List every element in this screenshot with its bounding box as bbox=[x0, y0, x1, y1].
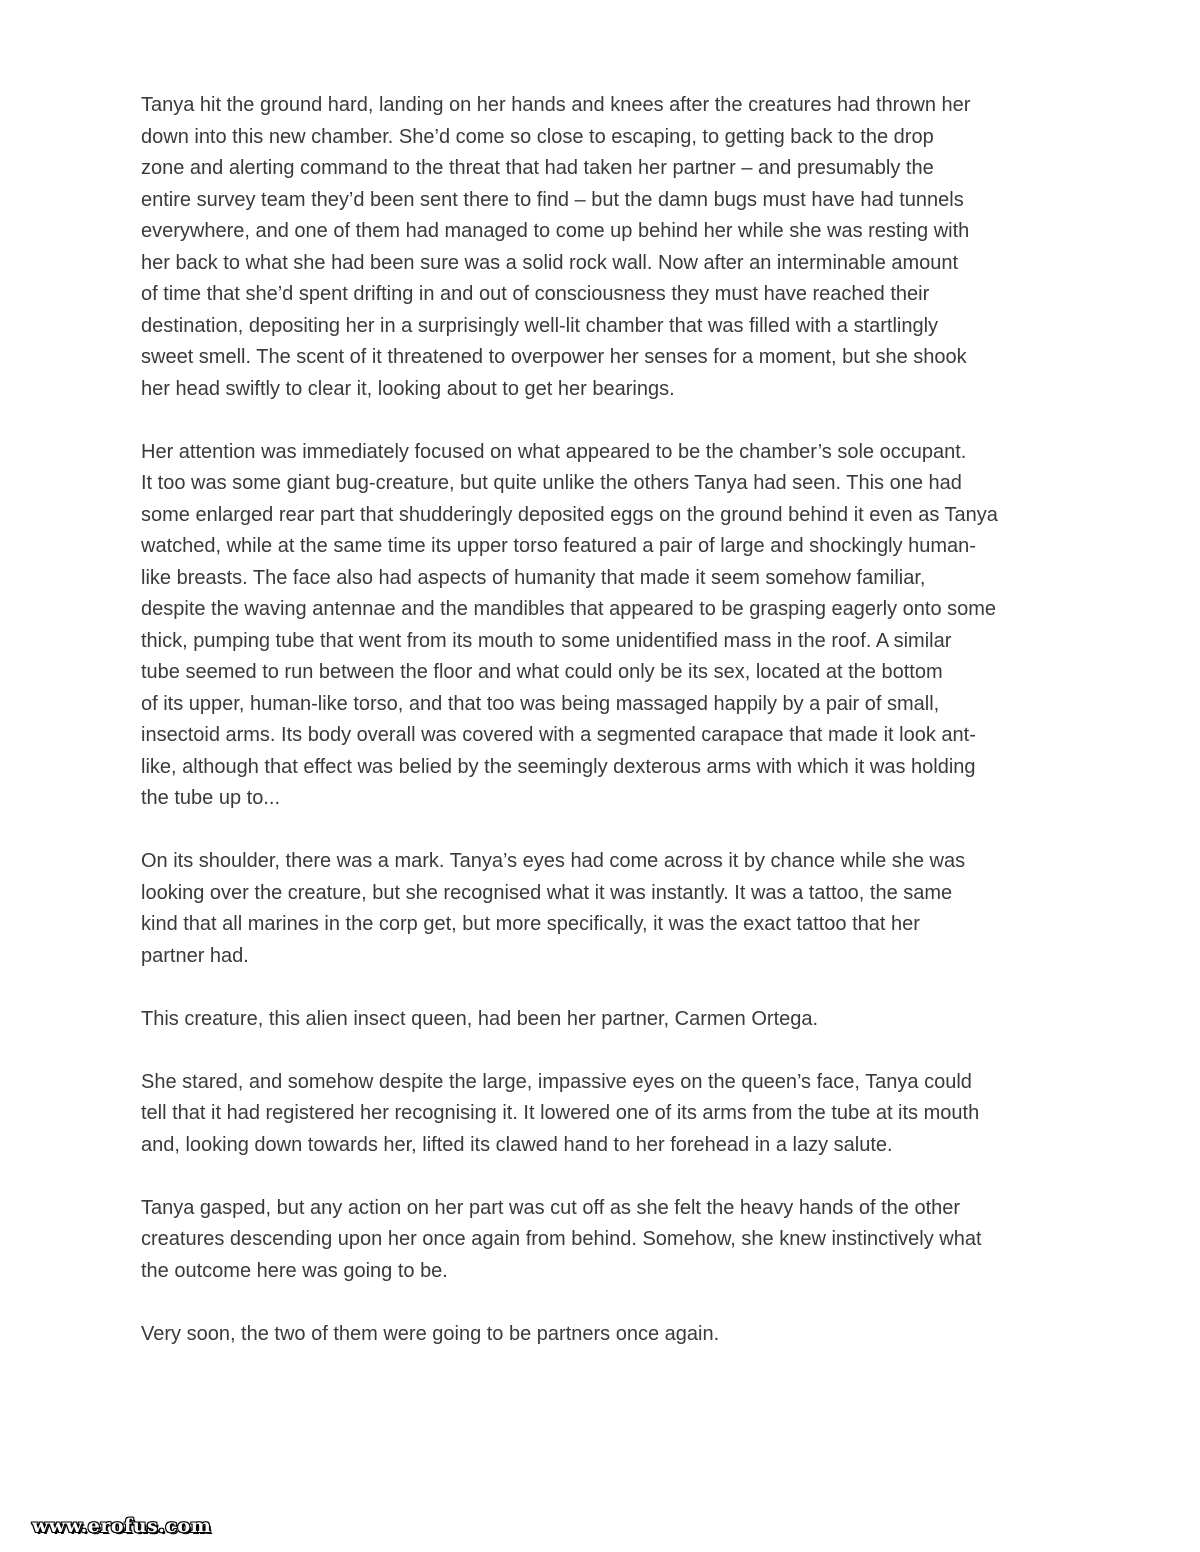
text-line: kind that all marines in the corp get, but more specifically, it was the exact tattoo that her bbox=[141, 913, 920, 935]
story-text bbox=[141, 90, 1071, 1350]
paragraph bbox=[141, 846, 1071, 972]
text-line: thick, pumping tube that went from its mouth to some unidentified mass in the roof. A similar bbox=[141, 629, 952, 652]
text-line: watched, while at the same time its upper torso featured a pair of large and shockingly human- bbox=[141, 535, 976, 557]
text-line: entire survey team they’d been sent there to find – but the damn bugs must have had tunnels bbox=[141, 188, 964, 211]
paragraph bbox=[141, 1193, 1071, 1288]
text-line: tube seemed to run between the floor and what could only be its sex, located at the bottom bbox=[141, 661, 943, 683]
text-line: looking over the creature, but she recognised what it was instantly. It was a tattoo, the same bbox=[141, 881, 953, 904]
text-line: Tanya gasped, but any action on her part was cut off as she felt the heavy hands of the other bbox=[141, 1196, 961, 1219]
text-line: the tube up to... bbox=[141, 787, 280, 809]
text-line: Very soon, the two of them were going to be partners once again. bbox=[141, 1322, 720, 1345]
text-line: her back to what she had been sure was a solid rock wall. Now after an interminable amount bbox=[141, 251, 959, 274]
paragraph bbox=[141, 1067, 1071, 1162]
text-line: some enlarged rear part that shudderingly deposited eggs on the ground behind it even as Tanya bbox=[141, 503, 998, 526]
text-line: Tanya hit the ground hard, landing on her hands and knees after the creatures had thrown her bbox=[141, 94, 971, 116]
text-line: everywhere, and one of them had managed to come up behind her while she was resting with bbox=[141, 220, 970, 242]
text-line: She stared, and somehow despite the large, impassive eyes on the queen’s face, Tanya could bbox=[141, 1070, 972, 1093]
text-line: zone and alerting command to the threat that had taken her partner – and presumably the bbox=[141, 157, 934, 179]
text-line: On its shoulder, there was a mark. Tanya’s eyes had come across it by chance while she was bbox=[141, 850, 966, 872]
text-line: Her attention was immediately focused on what appeared to be the chamber’s sole occupant. bbox=[141, 440, 967, 463]
text-line: down into this new chamber. She’d come so close to escaping, to getting back to the drop bbox=[141, 125, 934, 148]
text-line: of its upper, human-like torso, and that too was being massaged happily by a pair of small, bbox=[141, 692, 940, 715]
text-line: like, although that effect was belied by the seemingly dexterous arms with which it was holding bbox=[141, 755, 976, 778]
paragraph bbox=[141, 1319, 1071, 1351]
text-line: This creature, this alien insect queen, had been her partner, Carmen Ortega. bbox=[141, 1007, 819, 1030]
text-line: partner had. bbox=[141, 944, 249, 967]
text-line: her head swiftly to clear it, looking about to get her bearings. bbox=[141, 377, 675, 400]
text-line: like breasts. The face also had aspects of humanity that made it seem somehow familiar, bbox=[141, 566, 926, 589]
text-line: the outcome here was going to be. bbox=[141, 1259, 448, 1282]
text-line: creatures descending upon her once again from behind. Somehow, she knew instinctively what bbox=[141, 1228, 982, 1250]
text-line: of time that she’d spent drifting in and out of consciousness they must have reached their bbox=[141, 283, 930, 305]
text-line: sweet smell. The scent of it threatened to overpower her senses for a moment, but she shook bbox=[141, 346, 967, 368]
text-line: It too was some giant bug-creature, but quite unlike the others Tanya had seen. This one had bbox=[141, 472, 962, 494]
text-line: tell that it had registered her recognising it. It lowered one of its arms from the tube at its mouth bbox=[141, 1102, 980, 1124]
text-line: destination, depositing her in a surprisingly well-lit chamber that was filled with a startlingly bbox=[141, 314, 939, 337]
paragraph bbox=[141, 1004, 1071, 1036]
text-line: and, looking down towards her, lifted its clawed hand to her forehead in a lazy salute. bbox=[141, 1133, 893, 1156]
paragraph bbox=[141, 437, 1071, 815]
watermark: www.erofus.com bbox=[32, 1515, 212, 1537]
text-line: despite the waving antennae and the mandibles that appeared to be grasping eagerly onto some bbox=[141, 598, 997, 620]
text-line: insectoid arms. Its body overall was covered with a segmented carapace that made it look ant- bbox=[141, 724, 976, 746]
paragraph bbox=[141, 90, 1071, 405]
